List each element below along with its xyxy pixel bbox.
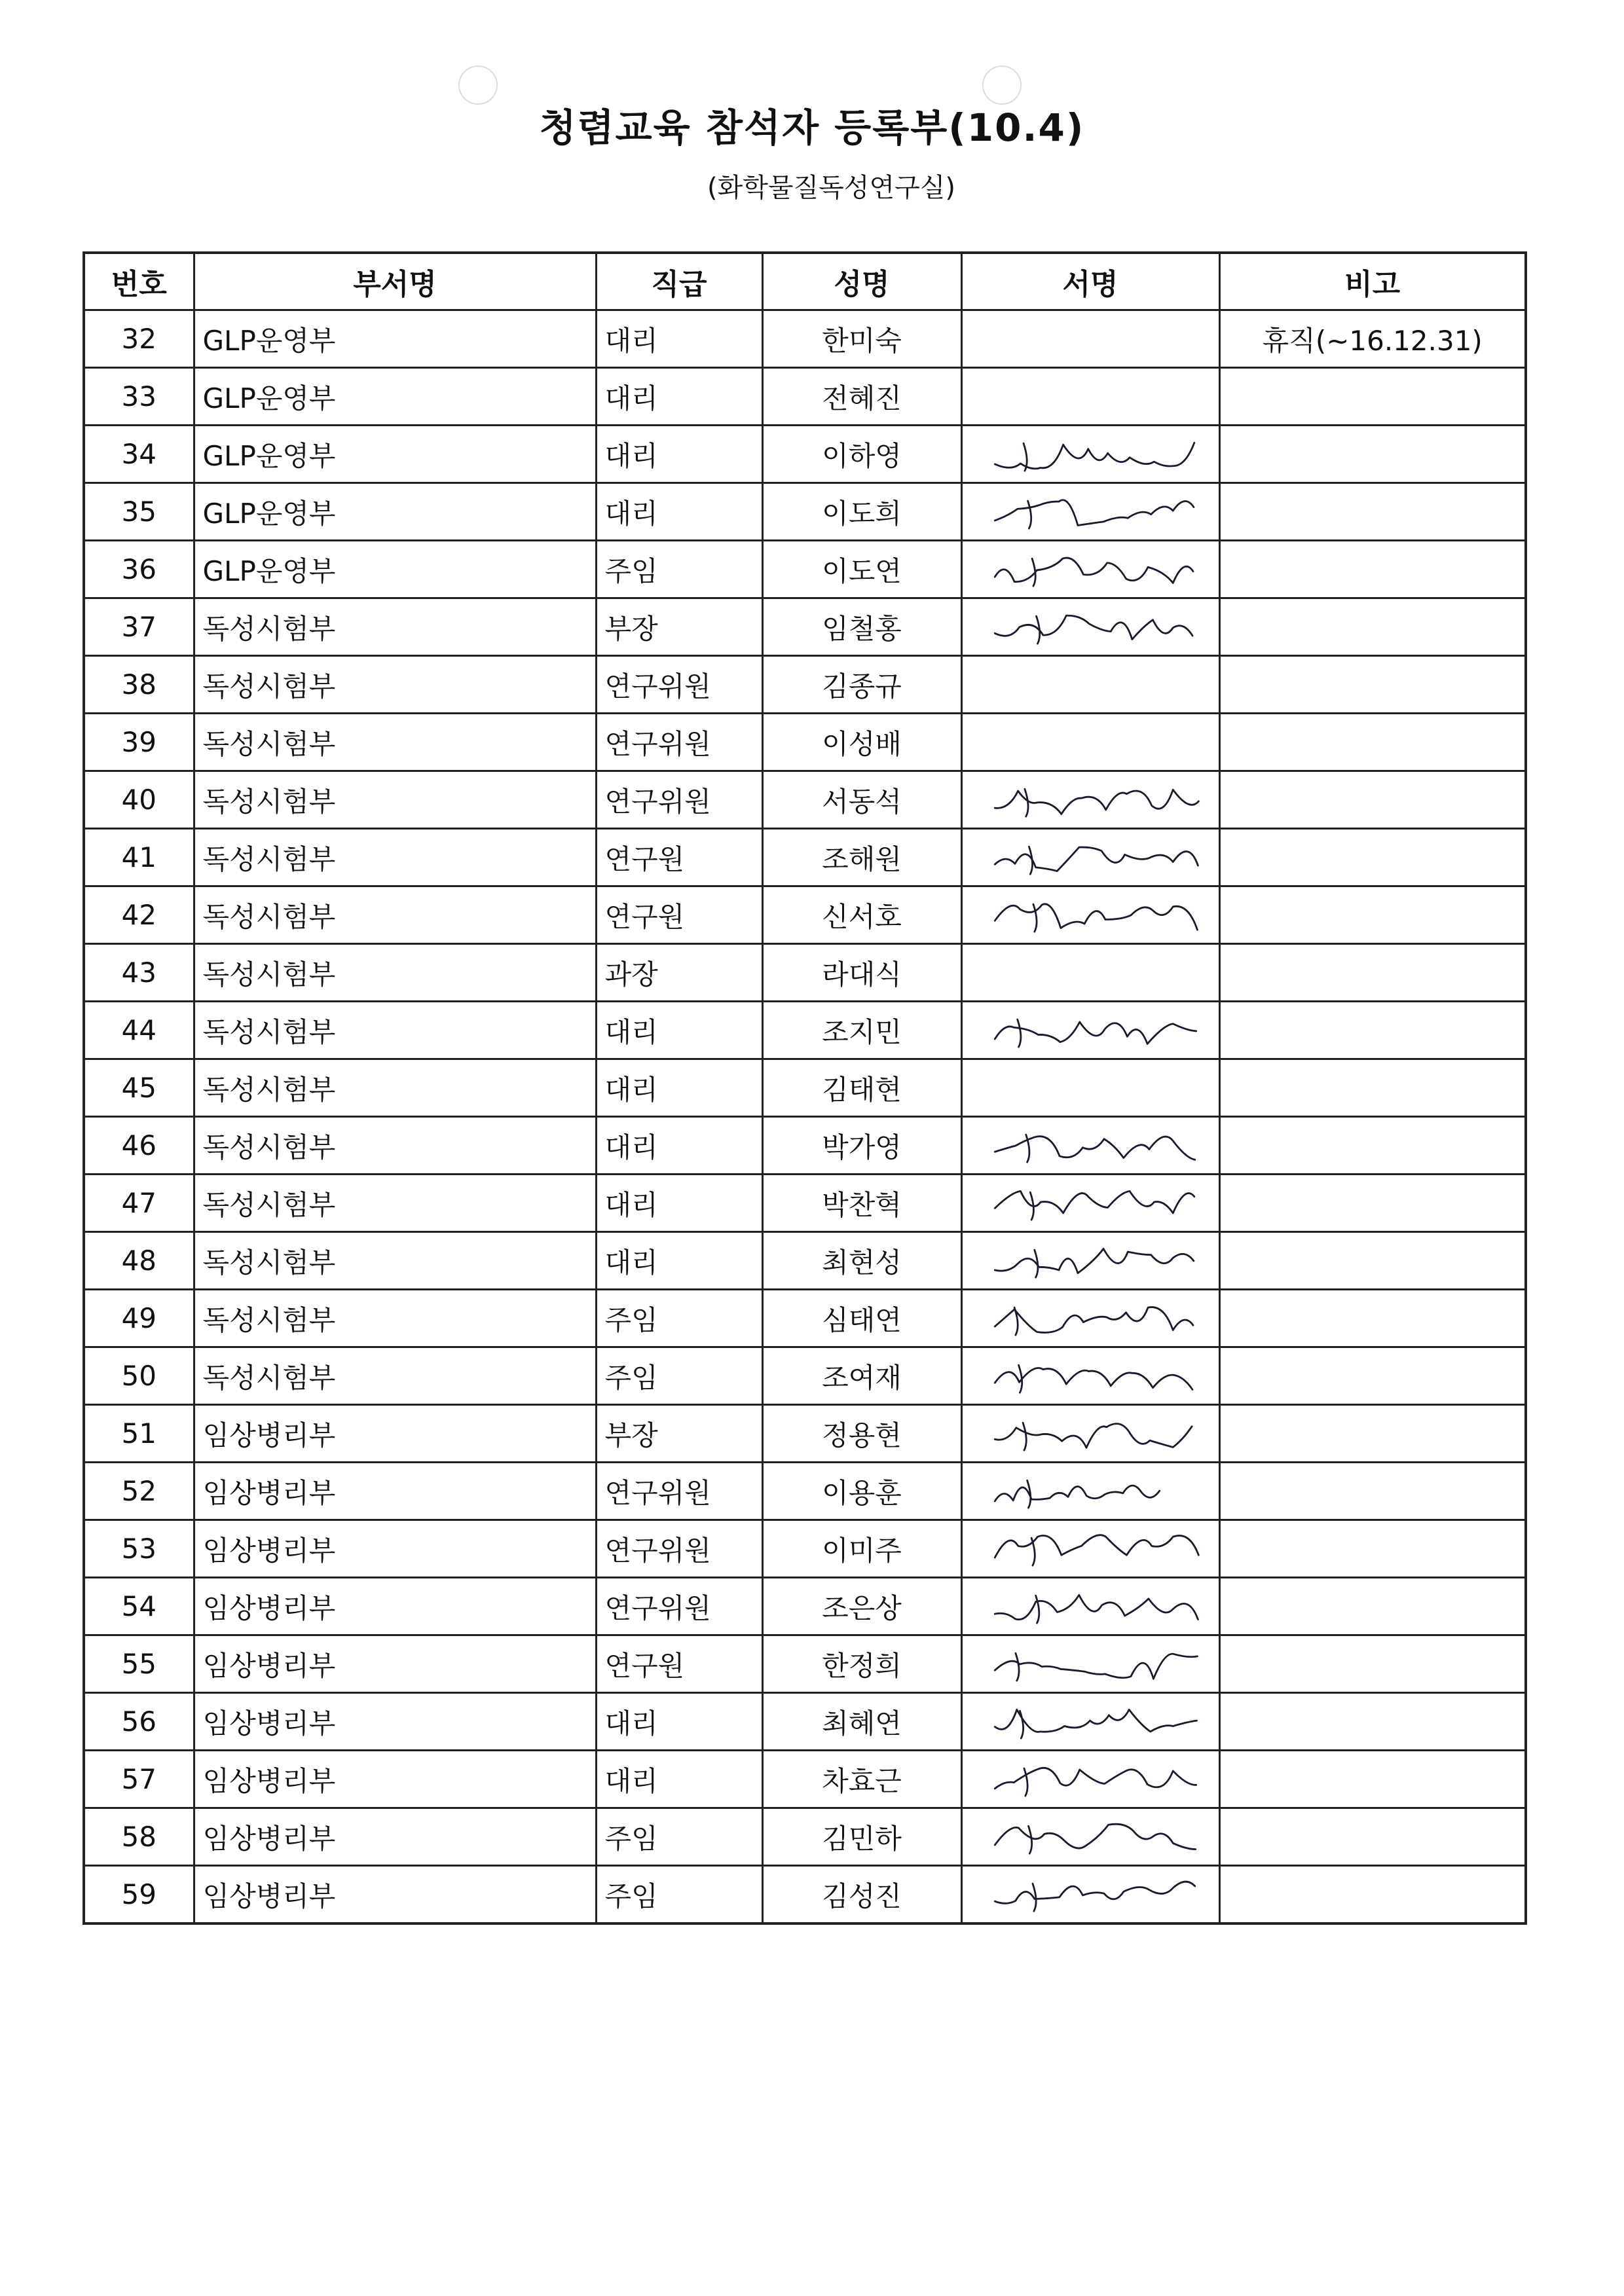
handwritten-signature bbox=[970, 1408, 1211, 1460]
row-number: 40 bbox=[84, 771, 194, 829]
row-note bbox=[1219, 1693, 1526, 1751]
row-number: 43 bbox=[84, 944, 194, 1002]
row-department: 독성시험부 bbox=[194, 1347, 596, 1405]
row-department: 임상병리부 bbox=[194, 1693, 596, 1751]
row-signature bbox=[961, 1693, 1219, 1751]
row-note bbox=[1219, 1117, 1526, 1175]
row-number: 54 bbox=[84, 1578, 194, 1635]
table-row bbox=[84, 310, 1526, 368]
row-number: 32 bbox=[84, 310, 194, 368]
row-note bbox=[1219, 483, 1526, 541]
table-row bbox=[84, 1693, 1526, 1751]
handwritten-signature bbox=[970, 1753, 1211, 1806]
row-department: 독성시험부 bbox=[194, 714, 596, 771]
handwritten-signature bbox=[970, 601, 1211, 653]
table-body bbox=[84, 310, 1526, 1924]
row-department: 독성시험부 bbox=[194, 598, 596, 656]
row-rank: 대리 bbox=[596, 1232, 762, 1290]
row-number: 39 bbox=[84, 714, 194, 771]
row-name: 서동석 bbox=[762, 771, 961, 829]
row-department: 임상병리부 bbox=[194, 1405, 596, 1463]
table-row bbox=[84, 1578, 1526, 1635]
row-department: 독성시험부 bbox=[194, 1175, 596, 1232]
handwritten-signature bbox=[970, 1811, 1211, 1863]
row-signature bbox=[961, 1347, 1219, 1405]
row-rank: 연구위원 bbox=[596, 771, 762, 829]
row-note bbox=[1219, 1002, 1526, 1059]
table-row bbox=[84, 541, 1526, 598]
handwritten-signature bbox=[970, 831, 1211, 884]
row-name: 이미주 bbox=[762, 1520, 961, 1578]
row-department: GLP운영부 bbox=[194, 483, 596, 541]
row-signature bbox=[961, 541, 1219, 598]
row-note bbox=[1219, 1290, 1526, 1347]
handwritten-signature bbox=[970, 428, 1211, 481]
table-row bbox=[84, 714, 1526, 771]
row-rank: 주임 bbox=[596, 541, 762, 598]
table-header-row bbox=[84, 253, 1526, 310]
row-name: 이용훈 bbox=[762, 1463, 961, 1520]
row-rank: 연구원 bbox=[596, 1635, 762, 1693]
table-row bbox=[84, 1635, 1526, 1693]
row-name: 차효근 bbox=[762, 1751, 961, 1808]
table-row bbox=[84, 829, 1526, 886]
row-rank: 부장 bbox=[596, 598, 762, 656]
row-department: GLP운영부 bbox=[194, 541, 596, 598]
row-note bbox=[1219, 1232, 1526, 1290]
row-number: 47 bbox=[84, 1175, 194, 1232]
table-row bbox=[84, 1059, 1526, 1117]
row-signature bbox=[961, 1059, 1219, 1117]
row-note bbox=[1219, 829, 1526, 886]
table-row bbox=[84, 368, 1526, 426]
row-rank: 대리 bbox=[596, 368, 762, 426]
row-rank: 연구원 bbox=[596, 886, 762, 944]
row-note bbox=[1219, 1635, 1526, 1693]
table-row bbox=[84, 1520, 1526, 1578]
row-name: 최혜연 bbox=[762, 1693, 961, 1751]
table-row bbox=[84, 1808, 1526, 1866]
row-signature bbox=[961, 771, 1219, 829]
table-row bbox=[84, 656, 1526, 714]
row-signature bbox=[961, 1751, 1219, 1808]
row-rank: 연구위원 bbox=[596, 714, 762, 771]
row-rank: 대리 bbox=[596, 1175, 762, 1232]
header-dept: 부서명 bbox=[194, 253, 596, 310]
row-rank: 연구위원 bbox=[596, 656, 762, 714]
row-rank: 대리 bbox=[596, 1693, 762, 1751]
row-rank: 주임 bbox=[596, 1808, 762, 1866]
header-signature: 서명 bbox=[961, 253, 1219, 310]
row-note bbox=[1219, 598, 1526, 656]
handwritten-signature bbox=[970, 1580, 1211, 1633]
handwritten-signature bbox=[970, 1638, 1211, 1690]
row-department: 독성시험부 bbox=[194, 1059, 596, 1117]
row-note bbox=[1219, 1578, 1526, 1635]
row-rank: 연구위원 bbox=[596, 1578, 762, 1635]
row-name: 한미숙 bbox=[762, 310, 961, 368]
row-name: 한정희 bbox=[762, 1635, 961, 1693]
row-number: 49 bbox=[84, 1290, 194, 1347]
row-note bbox=[1219, 1751, 1526, 1808]
table-row bbox=[84, 886, 1526, 944]
row-number: 51 bbox=[84, 1405, 194, 1463]
row-rank: 대리 bbox=[596, 1059, 762, 1117]
row-rank: 주임 bbox=[596, 1290, 762, 1347]
row-number: 37 bbox=[84, 598, 194, 656]
handwritten-signature bbox=[970, 889, 1211, 941]
row-signature bbox=[961, 1808, 1219, 1866]
row-department: 독성시험부 bbox=[194, 829, 596, 886]
row-name: 김성진 bbox=[762, 1866, 961, 1924]
row-signature bbox=[961, 1635, 1219, 1693]
row-department: GLP운영부 bbox=[194, 368, 596, 426]
row-department: 독성시험부 bbox=[194, 1002, 596, 1059]
row-number: 33 bbox=[84, 368, 194, 426]
row-number: 58 bbox=[84, 1808, 194, 1866]
handwritten-signature bbox=[970, 1235, 1211, 1287]
row-name: 이도희 bbox=[762, 483, 961, 541]
header-no: 번호 bbox=[84, 253, 194, 310]
table-row bbox=[84, 483, 1526, 541]
row-number: 34 bbox=[84, 426, 194, 483]
handwritten-signature bbox=[970, 1292, 1211, 1345]
table-row bbox=[84, 1405, 1526, 1463]
row-signature bbox=[961, 310, 1219, 368]
page-subtitle: (화학물질독성연구실) bbox=[707, 173, 955, 203]
row-number: 52 bbox=[84, 1463, 194, 1520]
row-note bbox=[1219, 1059, 1526, 1117]
row-rank: 대리 bbox=[596, 1751, 762, 1808]
row-name: 최현성 bbox=[762, 1232, 961, 1290]
table-row bbox=[84, 1232, 1526, 1290]
row-name: 조지민 bbox=[762, 1002, 961, 1059]
row-rank: 연구위원 bbox=[596, 1520, 762, 1578]
row-name: 조해원 bbox=[762, 829, 961, 886]
table-row bbox=[84, 426, 1526, 483]
row-rank: 대리 bbox=[596, 1002, 762, 1059]
row-name: 심태연 bbox=[762, 1290, 961, 1347]
row-department: GLP운영부 bbox=[194, 310, 596, 368]
row-note bbox=[1219, 1866, 1526, 1924]
row-rank: 연구원 bbox=[596, 829, 762, 886]
row-department: 임상병리부 bbox=[194, 1751, 596, 1808]
table-row bbox=[84, 944, 1526, 1002]
table-row bbox=[84, 598, 1526, 656]
row-name: 김종규 bbox=[762, 656, 961, 714]
row-rank: 연구위원 bbox=[596, 1463, 762, 1520]
row-note bbox=[1219, 368, 1526, 426]
row-number: 48 bbox=[84, 1232, 194, 1290]
header-name: 성명 bbox=[762, 253, 961, 310]
row-rank: 대리 bbox=[596, 1117, 762, 1175]
handwritten-signature bbox=[970, 486, 1211, 538]
row-number: 36 bbox=[84, 541, 194, 598]
handwritten-signature bbox=[970, 1868, 1211, 1921]
row-name: 조여재 bbox=[762, 1347, 961, 1405]
row-number: 57 bbox=[84, 1751, 194, 1808]
row-name: 이성배 bbox=[762, 714, 961, 771]
row-note bbox=[1219, 426, 1526, 483]
row-department: 독성시험부 bbox=[194, 1232, 596, 1290]
row-department: 임상병리부 bbox=[194, 1635, 596, 1693]
row-number: 41 bbox=[84, 829, 194, 886]
row-signature bbox=[961, 714, 1219, 771]
row-note bbox=[1219, 1808, 1526, 1866]
row-note bbox=[1219, 656, 1526, 714]
row-signature bbox=[961, 944, 1219, 1002]
row-note bbox=[1219, 1520, 1526, 1578]
row-name: 조은상 bbox=[762, 1578, 961, 1635]
row-rank: 대리 bbox=[596, 310, 762, 368]
header-rank: 직급 bbox=[596, 253, 762, 310]
row-department: 독성시험부 bbox=[194, 886, 596, 944]
row-signature bbox=[961, 1520, 1219, 1578]
row-name: 신서호 bbox=[762, 886, 961, 944]
handwritten-signature bbox=[970, 1177, 1211, 1230]
row-name: 박가영 bbox=[762, 1117, 961, 1175]
row-department: 임상병리부 bbox=[194, 1463, 596, 1520]
row-number: 44 bbox=[84, 1002, 194, 1059]
row-name: 전혜진 bbox=[762, 368, 961, 426]
row-number: 35 bbox=[84, 483, 194, 541]
row-rank: 대리 bbox=[596, 483, 762, 541]
row-note bbox=[1219, 1463, 1526, 1520]
table-row bbox=[84, 1290, 1526, 1347]
row-signature bbox=[961, 886, 1219, 944]
row-signature bbox=[961, 426, 1219, 483]
table-row bbox=[84, 1117, 1526, 1175]
row-note bbox=[1219, 771, 1526, 829]
row-rank: 부장 bbox=[596, 1405, 762, 1463]
table-row bbox=[84, 1347, 1526, 1405]
table-row bbox=[84, 1463, 1526, 1520]
row-note bbox=[1219, 1347, 1526, 1405]
row-number: 50 bbox=[84, 1347, 194, 1405]
row-note bbox=[1219, 541, 1526, 598]
row-rank: 대리 bbox=[596, 426, 762, 483]
row-name: 김태현 bbox=[762, 1059, 961, 1117]
row-signature bbox=[961, 1175, 1219, 1232]
row-name: 이도연 bbox=[762, 541, 961, 598]
row-note bbox=[1219, 1405, 1526, 1463]
row-department: 독성시험부 bbox=[194, 1290, 596, 1347]
row-name: 김민하 bbox=[762, 1808, 961, 1866]
row-signature bbox=[961, 1002, 1219, 1059]
table-row bbox=[84, 771, 1526, 829]
row-department: 독성시험부 bbox=[194, 771, 596, 829]
row-number: 42 bbox=[84, 886, 194, 944]
row-name: 라대식 bbox=[762, 944, 961, 1002]
row-signature bbox=[961, 1232, 1219, 1290]
row-department: GLP운영부 bbox=[194, 426, 596, 483]
row-department: 독성시험부 bbox=[194, 1117, 596, 1175]
row-department: 독성시험부 bbox=[194, 944, 596, 1002]
row-rank: 주임 bbox=[596, 1347, 762, 1405]
row-signature bbox=[961, 1463, 1219, 1520]
table-row bbox=[84, 1866, 1526, 1924]
table-row bbox=[84, 1751, 1526, 1808]
row-number: 38 bbox=[84, 656, 194, 714]
attendance-table bbox=[83, 251, 1527, 1925]
row-signature bbox=[961, 1405, 1219, 1463]
handwritten-signature bbox=[970, 1350, 1211, 1402]
row-note bbox=[1219, 714, 1526, 771]
row-signature bbox=[961, 483, 1219, 541]
row-number: 55 bbox=[84, 1635, 194, 1693]
row-department: 독성시험부 bbox=[194, 656, 596, 714]
table-row bbox=[84, 1175, 1526, 1232]
row-number: 53 bbox=[84, 1520, 194, 1578]
handwritten-signature bbox=[970, 1004, 1211, 1057]
row-name: 박찬혁 bbox=[762, 1175, 961, 1232]
row-note bbox=[1219, 944, 1526, 1002]
row-number: 46 bbox=[84, 1117, 194, 1175]
row-signature bbox=[961, 1290, 1219, 1347]
handwritten-signature bbox=[970, 1465, 1211, 1518]
row-number: 45 bbox=[84, 1059, 194, 1117]
row-name: 정용현 bbox=[762, 1405, 961, 1463]
row-department: 임상병리부 bbox=[194, 1520, 596, 1578]
row-name: 임철홍 bbox=[762, 598, 961, 656]
row-department: 임상병리부 bbox=[194, 1808, 596, 1866]
handwritten-signature bbox=[970, 774, 1211, 826]
handwritten-signature bbox=[970, 1523, 1211, 1575]
header-note: 비고 bbox=[1219, 253, 1526, 310]
row-department: 임상병리부 bbox=[194, 1578, 596, 1635]
row-signature bbox=[961, 829, 1219, 886]
row-signature bbox=[961, 1866, 1219, 1924]
row-signature bbox=[961, 656, 1219, 714]
handwritten-signature bbox=[970, 543, 1211, 596]
row-signature bbox=[961, 598, 1219, 656]
row-signature bbox=[961, 368, 1219, 426]
page-title: 청렴교육 참석자 등록부(10.4) bbox=[539, 105, 1085, 150]
handwritten-signature bbox=[970, 1696, 1211, 1748]
row-department: 임상병리부 bbox=[194, 1866, 596, 1924]
row-number: 56 bbox=[84, 1693, 194, 1751]
row-number: 59 bbox=[84, 1866, 194, 1924]
row-rank: 과장 bbox=[596, 944, 762, 1002]
row-signature bbox=[961, 1578, 1219, 1635]
row-signature bbox=[961, 1117, 1219, 1175]
row-name: 이하영 bbox=[762, 426, 961, 483]
row-note bbox=[1219, 886, 1526, 944]
row-note bbox=[1219, 1175, 1526, 1232]
table-row bbox=[84, 1002, 1526, 1059]
handwritten-signature bbox=[970, 1120, 1211, 1172]
row-rank: 주임 bbox=[596, 1866, 762, 1924]
row-note: 휴직(~16.12.31) bbox=[1219, 310, 1526, 368]
